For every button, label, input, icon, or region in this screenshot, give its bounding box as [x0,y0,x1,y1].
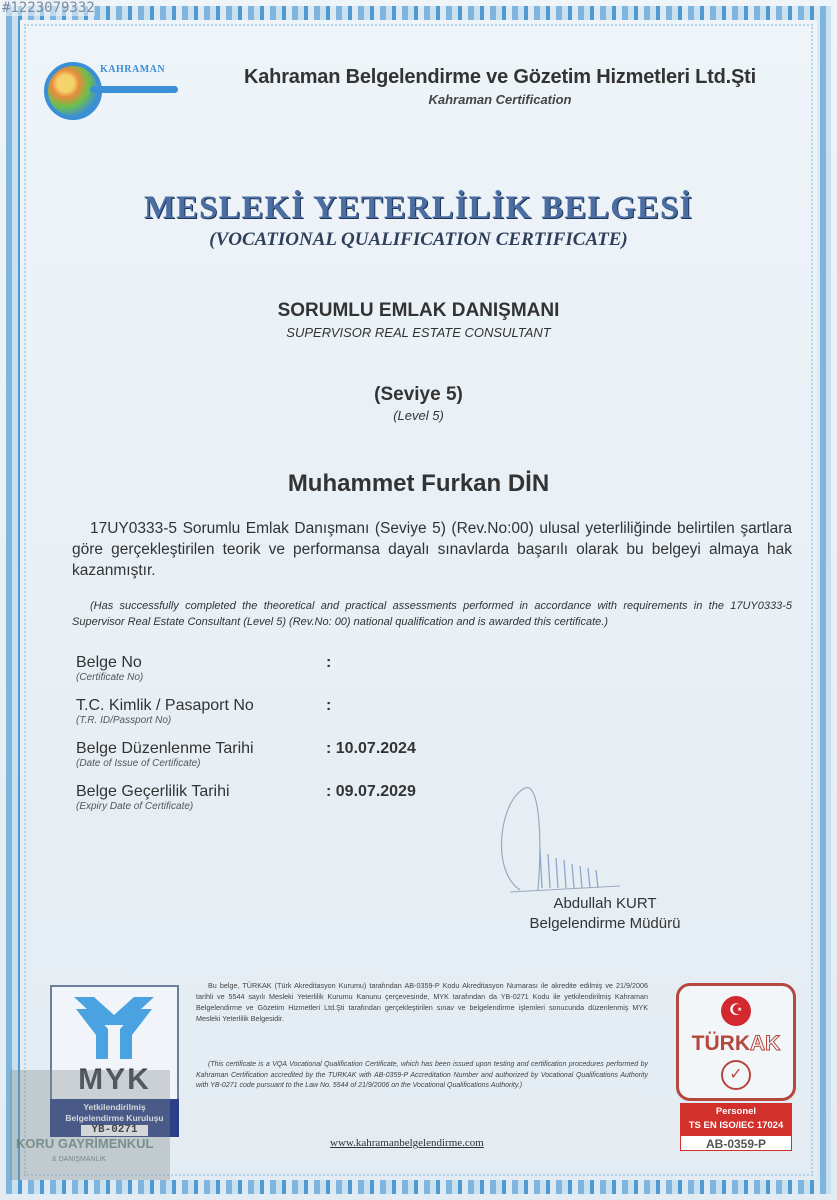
field-label: Belge Düzenlenme Tarihi [76,740,254,757]
field-id-no [76,697,496,740]
turkak-badge [676,983,794,1153]
field-label: Belge Geçerlilik Tarihi [76,783,230,800]
level-en: (Level 5) [393,408,444,423]
field-value: : [326,654,332,671]
field-label-en: (Certificate No) [76,672,144,683]
field-value: : 10.07.2024 [326,740,416,757]
website-link[interactable]: www.kahramanbelgelendirme.com [330,1137,484,1149]
agency-watermark [10,1070,170,1180]
level-tr: (Seviye 5) [374,384,463,405]
kahraman-logo [40,58,180,116]
crescent-star-icon: ☪ [721,996,751,1026]
title-main: MESLEKİ YETERLİLİK BELGESİ [143,190,694,226]
agency-watermark-line2: & DANIŞMANLIK [52,1156,107,1163]
turkak-wordmark [679,1032,793,1056]
field-label: T.C. Kimlik / Pasaport No [76,697,254,714]
signer-title: Belgelendirme Müdürü [529,915,681,932]
statement-en: (Has successfully completed the theoretical and practical assessments performed in accordance with requirements in the 17UY0333-5 Supervisor Real Estate Consultant (Level 5) (Rev.No: 00) national qualification and is awarded this certificate.) [72,600,792,628]
company-subtitle: Kahraman Certification [428,92,572,107]
field-label-en: (Date of Issue of Certificate) [76,758,201,769]
field-label-en: (T.R. ID/Passport No) [76,715,172,726]
legal-text-en: (This certificate is a VQA Vocational Qualification Certificate, which has been issued upon testing and certification procedures performed by Kahraman Certification accredited by the TURKAK with AB-0359-P Accreditation Number and authorized by Vocational Qualifications Authority with YB-0271 code pursuant to the Law No. 5544 of 21/9/2006 on the Vocational Qualifications Authority.) [196,1061,648,1089]
field-value: : [326,697,332,714]
agency-watermark-line1: KORU GAYRİMENKUL [16,1136,154,1151]
field-label-en: (Expiry Date of Certificate) [76,801,194,812]
logo-text: KAHRAMAN [100,64,166,75]
myk-band-line1: Yetkilendirilmiş [83,1102,146,1112]
turkak-box [676,983,796,1101]
profession [0,300,837,340]
myk-letters: MYK [78,1063,151,1096]
myk-band-line2: Belgelendirme Kuruluşu [65,1113,164,1123]
statement-tr: 17UY0333-5 Sorumlu Emlak Danışmanı (Seviye 5) (Rev.No:00) ulusal yeterliliğinde belirtilen şartlara göre gerçekleştirilen teorik ve performansa dayalı sınavlarda başarılı olarak bu belgeyi almaya hak kazanmıştır. [72,520,792,579]
legal-text-tr: Bu belge, TÜRKAK (Türk Akreditasyon Kurumu) tarafından AB-0359-P Kodu Akreditasyon Numarası ile akredite edilmiş ve 21/9/2006 tarihli ve 5544 sayılı Mesleki Yeterlilik Kurumu Kanunu çerçevesinde, MYK tarafından da YB-0271 Kodu ile yetkilendirilmiş Kahraman Belgelendirme ve Gözetim Hizmetleri Ltd.Şti tarafından gerçekleştirilen sınav ve belgelendirme işlemleri sonucunda düzenlenmiş MYK Mesleki Yeterlilik Belgesidir. [196,981,648,1023]
field-expiry-date [76,783,496,826]
field-label: Belge No [76,654,142,671]
company-header [200,66,800,107]
signer-name: Abdullah KURT [553,895,657,912]
turkak-scope [680,1103,792,1136]
profession-en: SUPERVISOR REAL ESTATE CONSULTANT [286,325,551,340]
company-name: Kahraman Belgelendirme ve Gözetim Hizmetleri Ltd.Şti [244,66,756,88]
holder-name: Muhammet Furkan DİN [287,470,550,497]
signer [500,894,710,934]
checkmark-icon: ✓ [721,1060,751,1090]
field-issue-date [76,740,496,783]
level [0,384,837,423]
turkak-code: AB-0359-P [680,1135,792,1151]
serial-number: #1223079332 [2,0,95,16]
signature-icon [480,780,730,900]
myk-y-icon [70,993,158,1065]
profession-tr: SORUMLU EMLAK DANIŞMANI [277,300,560,321]
myk-code: YB-0271 [81,1125,147,1136]
turkak-line1: Personel [715,1106,757,1117]
turkak-wordmark-b: AK [749,1032,781,1055]
turkak-wordmark-a: TÜRK [691,1032,750,1055]
turkak-line2: TS EN ISO/IEC 17024 [688,1120,784,1131]
title-sub: (VOCATIONAL QUALIFICATION CERTIFICATE) [209,229,628,250]
certificate-fields [76,654,496,826]
certificate-title [0,190,837,251]
field-certificate-no [76,654,496,697]
field-value: : 09.07.2029 [326,783,416,800]
key-bar-icon [90,86,178,93]
